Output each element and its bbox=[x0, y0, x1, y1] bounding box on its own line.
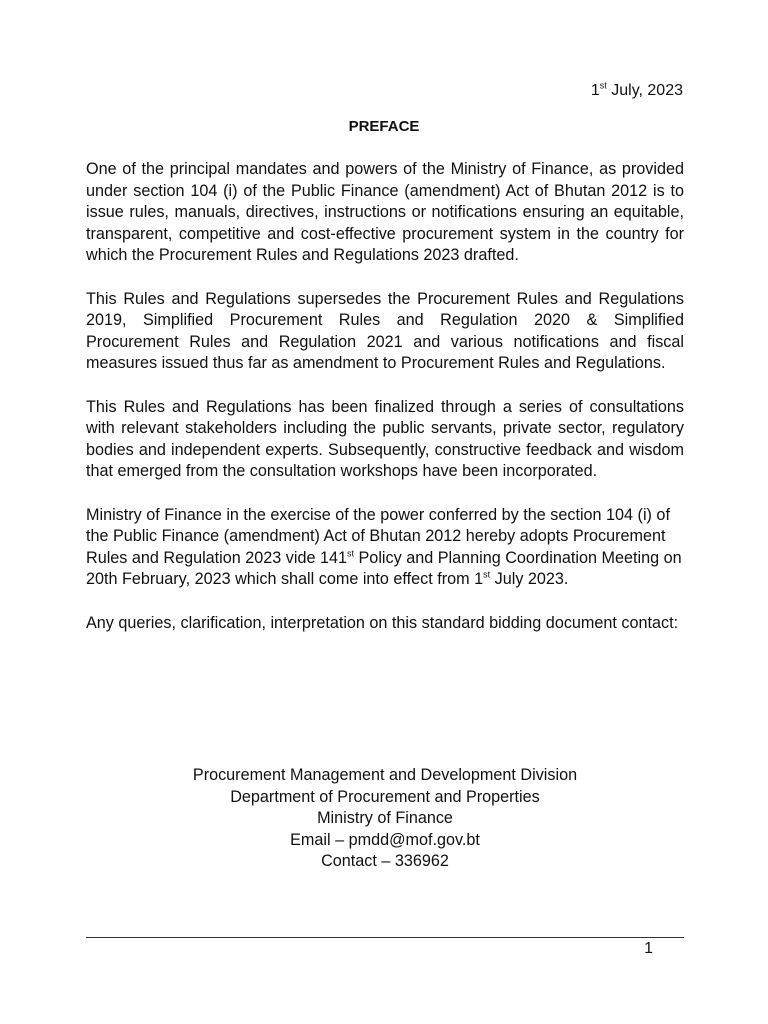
contact-block bbox=[86, 765, 684, 873]
preface-body bbox=[86, 159, 684, 656]
paragraph-queries: Any queries, clarification, interpretation on this standard bidding document contact: bbox=[86, 613, 679, 632]
footer-divider bbox=[86, 937, 684, 938]
date-month-year: July, 2023 bbox=[606, 82, 683, 99]
paragraph-mandate: One of the principal mandates and powers of the Ministry of Finance, as provided under section 104 (i) of the Public Finance (amendment) Act of Bhutan 2012 is to issue rules, manuals, directives, instructions or notifications ensuring an equitable, transparent, competitive and cost-effective procurement system in the country for which the Procurement Rules and Regulations 2023 drafted. bbox=[86, 160, 684, 264]
date-day: 1 bbox=[590, 82, 600, 99]
adoption-text-3: July 2023. bbox=[490, 570, 569, 588]
contact-ministry: Ministry of Finance bbox=[317, 809, 453, 828]
contact-department: Department of Procurement and Properties bbox=[230, 787, 540, 806]
document-date bbox=[591, 80, 683, 102]
adoption-sup-1: st bbox=[347, 548, 355, 559]
adoption-text-1: Ministry of Finance in the exercise of the power conferred by the section 104 (i) of the Public Finance (amendment) Act of Bhutan 2012 hereby adopts Procurement Rules and Regulation 2023 vide 141 bbox=[86, 505, 670, 567]
contact-phone: Contact – 336962 bbox=[321, 852, 449, 871]
contact-email: Email – pmdd@mof.gov.bt bbox=[290, 830, 480, 849]
page-number: 1 bbox=[644, 940, 653, 957]
page-title: PREFACE bbox=[348, 118, 420, 135]
paragraph-adoption bbox=[86, 505, 684, 591]
paragraph-supersedes: This Rules and Regulations supersedes the Procurement Rules and Regulations 2019, Simplified Procurement Rules and Regulation 2020 & Simplified Procurement Rules and Regulation 2021 and various notifications and fiscal measures issued thus far as amendment to Procurement Rules and Regulations. bbox=[86, 289, 684, 372]
paragraph-consultations: This Rules and Regulations has been finalized through a series of consultations with relevant stakeholders including the public servants, private sector, regulatory bodies and independent experts. Subsequently, constructive feedback and wisdom that emerged from the consultation workshops have been incorporated. bbox=[86, 397, 684, 480]
contact-division: Procurement Management and Development Division bbox=[192, 766, 578, 784]
date-day-suffix: st bbox=[599, 80, 607, 91]
adoption-sup-2: st bbox=[483, 569, 491, 580]
adoption-text-2: Policy and Planning Coordination Meeting on 20th February, 2023 which shall come into effect from 1 bbox=[86, 548, 682, 588]
